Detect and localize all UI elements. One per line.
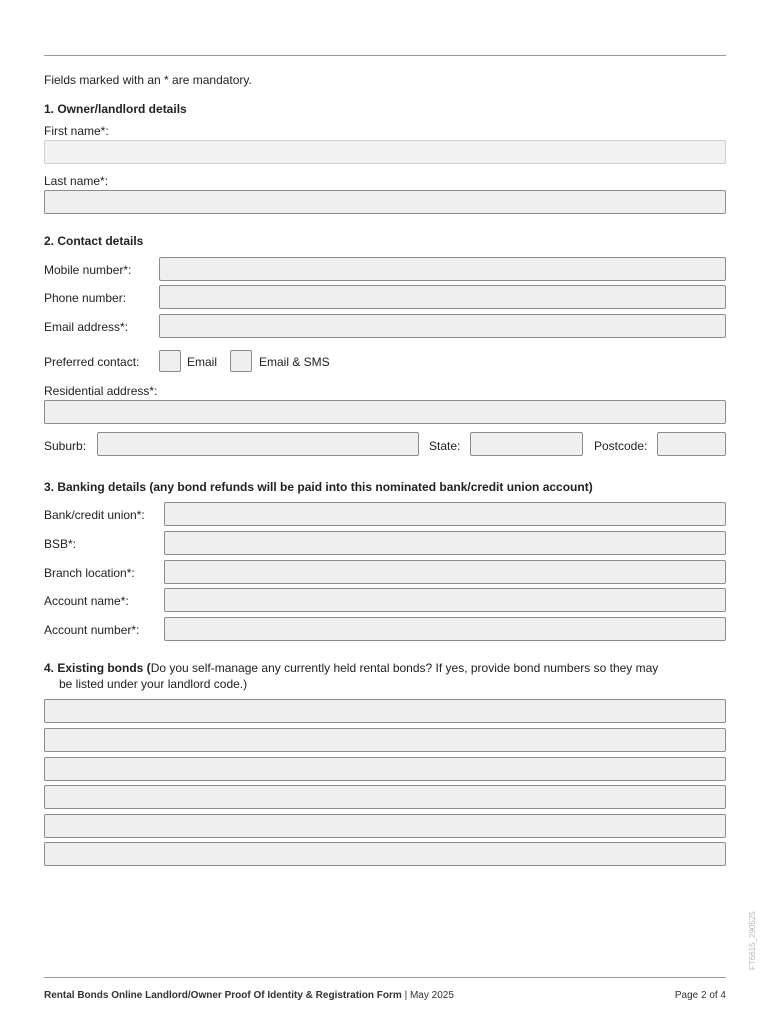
branch-location-field[interactable] bbox=[164, 560, 726, 584]
footer-date: May 2025 bbox=[409, 990, 454, 1001]
account-name-field[interactable] bbox=[164, 588, 726, 612]
footer-form-title: Rental Bonds Online Landlord/Owner Proof Of Identity & Registration Form bbox=[44, 990, 402, 1001]
section-2-heading: 2. Contact details bbox=[44, 234, 144, 248]
existing-bond-field[interactable] bbox=[44, 785, 726, 809]
bsb-label: BSB*: bbox=[44, 537, 77, 551]
email-address-label: Email address*: bbox=[44, 320, 129, 334]
form-code: FT6615_290525 bbox=[748, 911, 757, 970]
existing-bond-field[interactable] bbox=[44, 757, 726, 781]
section-4-heading-text: Do you self-manage any currently held rental bonds? If yes, provide bond numbers so they may bbox=[150, 661, 659, 675]
bank-credit-union-field[interactable] bbox=[164, 502, 726, 526]
footer-title bbox=[44, 989, 454, 1003]
phone-number-label: Phone number: bbox=[44, 291, 127, 305]
email-option-label: Email bbox=[187, 355, 218, 369]
email-checkbox[interactable] bbox=[159, 350, 181, 372]
residential-address-field[interactable] bbox=[44, 400, 726, 424]
email-sms-checkbox[interactable] bbox=[230, 350, 252, 372]
email-sms-option-label: Email & SMS bbox=[259, 355, 330, 369]
section-4-heading-line2: be listed under your landlord code.) bbox=[59, 677, 248, 691]
first-name-field[interactable] bbox=[44, 140, 726, 164]
branch-location-label: Branch location*: bbox=[44, 566, 135, 580]
state-label: State: bbox=[429, 439, 461, 453]
preferred-contact-label: Preferred contact: bbox=[44, 355, 140, 369]
existing-bond-field[interactable] bbox=[44, 842, 726, 866]
last-name-field[interactable] bbox=[44, 190, 726, 214]
section-3-heading: 3. Banking details (any bond refunds will be paid into this nominated bank/credit union account) bbox=[44, 480, 593, 494]
existing-bond-field[interactable] bbox=[44, 814, 726, 838]
account-name-label: Account name*: bbox=[44, 594, 129, 608]
footer-divider bbox=[44, 977, 726, 978]
email-address-field[interactable] bbox=[159, 314, 726, 338]
suburb-field[interactable] bbox=[97, 432, 419, 456]
mobile-number-field[interactable] bbox=[159, 257, 726, 281]
bank-credit-union-label: Bank/credit union*: bbox=[44, 508, 145, 522]
phone-number-field[interactable] bbox=[159, 285, 726, 309]
postcode-field[interactable] bbox=[657, 432, 726, 456]
bsb-field[interactable] bbox=[164, 531, 726, 555]
page-number: Page 2 of 4 bbox=[674, 990, 726, 1001]
mandatory-note: Fields marked with an * are mandatory. bbox=[44, 73, 252, 87]
suburb-label: Suburb: bbox=[44, 439, 87, 453]
section-4-heading-bold: 4. Existing bonds ( bbox=[44, 661, 151, 675]
mobile-number-label: Mobile number*: bbox=[44, 263, 132, 277]
existing-bond-field[interactable] bbox=[44, 699, 726, 723]
existing-bond-field[interactable] bbox=[44, 728, 726, 752]
postcode-label: Postcode: bbox=[594, 439, 648, 453]
first-name-label: First name*: bbox=[44, 124, 109, 138]
footer-separator: | bbox=[404, 990, 408, 1001]
section-1-heading: 1. Owner/landlord details bbox=[44, 102, 187, 116]
account-number-label: Account number*: bbox=[44, 623, 140, 637]
state-field[interactable] bbox=[470, 432, 583, 456]
top-divider bbox=[44, 55, 726, 56]
residential-address-label: Residential address*: bbox=[44, 384, 158, 398]
account-number-field[interactable] bbox=[164, 617, 726, 641]
last-name-label: Last name*: bbox=[44, 174, 109, 188]
section-4-heading bbox=[44, 661, 658, 675]
